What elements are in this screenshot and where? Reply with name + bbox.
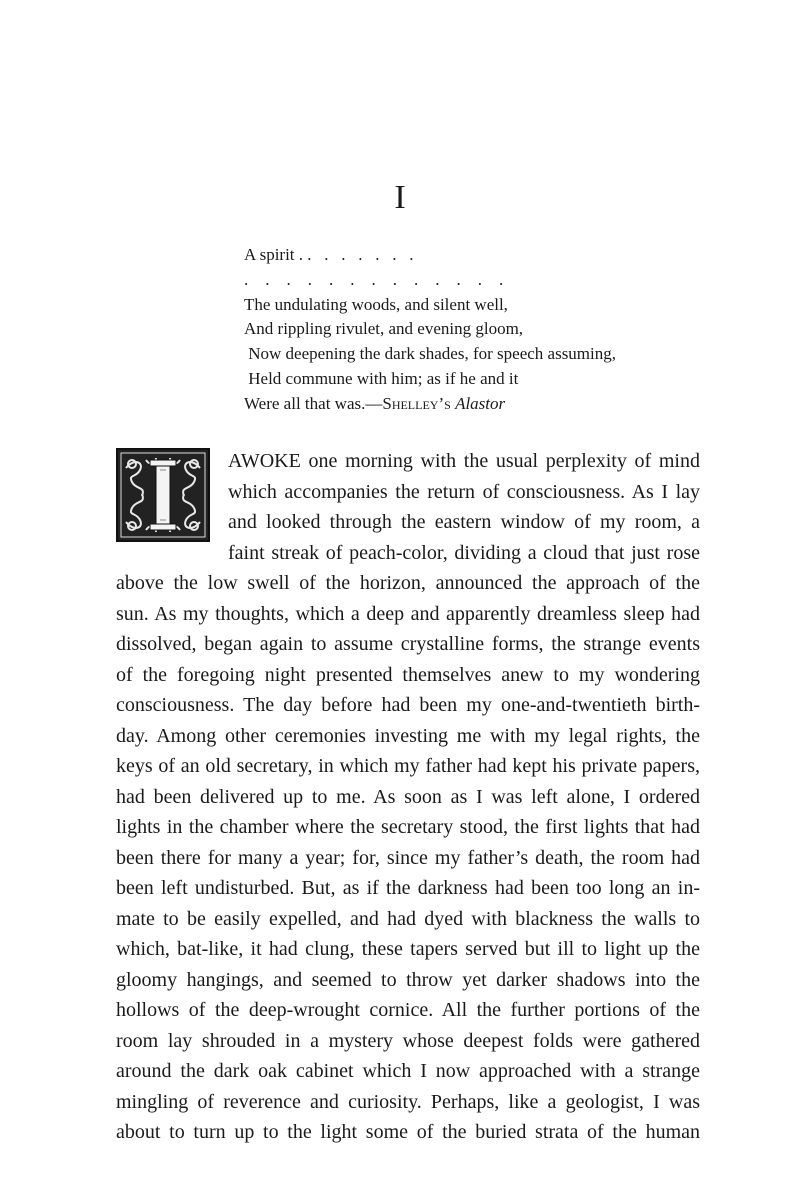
body-paragraph [116, 446, 700, 1148]
epigraph-line: A spirit . . . . . . . . [244, 245, 414, 264]
body-line: and looked through the eastern window of my room, a [228, 511, 700, 533]
epigraph-line: The undulating woods, and silent well, [244, 294, 508, 314]
epigraph [244, 243, 684, 417]
body-line: above the low swell of the horizon, announced the approach of the [116, 572, 700, 594]
body-line: dissolved, began again to assume crystalline forms, the strange events [116, 633, 700, 655]
chapter-numeral: I [394, 179, 406, 216]
body-line: mingling of reverence and curiosity. Perhaps, like a geologist, I was [116, 1090, 700, 1113]
body-line: consciousness. The day before had been my one-and-twentieth birth- [116, 694, 700, 716]
body-line: sun. As my thoughts, which a deep and apparently dreamless sleep had [116, 602, 700, 625]
body-line: which accompanies the return of consciousness. As I lay [228, 480, 700, 503]
body-line: hollows of the deep-wrought cornice. All the further portions of the [116, 999, 700, 1021]
body-line: of the foregoing night presented themselves anew to my wondering [116, 663, 700, 686]
epigraph-line: Held commune with him; as if he and it [244, 368, 519, 388]
epigraph-line: Now deepening the dark shades, for speech assuming, [244, 344, 617, 364]
body-line: AWOKE one morning with the usual perplexity of mind [228, 450, 700, 472]
body-line: which, bat-like, it had clung, these tapers served but ill to light up the [116, 938, 700, 960]
body-line: gloomy hangings, and seemed to throw yet darker shadows into the [116, 968, 700, 991]
body-line: keys of an old secretary, in which my father had kept his private papers, [116, 755, 700, 777]
body-line: been left undisturbed. But, as if the darkness had been too long an in- [116, 877, 700, 899]
body-line: lights in the chamber where the secretary stood, the first lights that had [116, 816, 700, 838]
body-line: been there for many a year; for, since my father’s death, the room had [116, 846, 700, 869]
epigraph-line: . . . . . . . . . . . . . [244, 269, 504, 289]
body-line: mate to be easily expelled, and had dyed with blackness the walls to [116, 907, 700, 930]
epigraph-line-prefix: Were all that was.— [244, 393, 383, 413]
body-line: around the dark oak cabinet which I now approached with a strange [116, 1060, 700, 1082]
body-line: had been delivered up to me. As soon as I was left alone, I ordered [116, 785, 700, 808]
body-line: day. Among other ceremonies investing me with my legal rights, the [116, 724, 700, 747]
epigraph-author: Shelley’s [382, 393, 451, 413]
epigraph-work-title: Alastor [455, 393, 506, 413]
body-line: about to turn up to the light some of the buried strata of the human [116, 1121, 700, 1143]
epigraph-line: And rippling rivulet, and evening gloom, [244, 319, 524, 339]
body-line: room lay shrouded in a mystery whose deepest folds were gathered [116, 1029, 700, 1052]
epigraph-attribution-line [244, 392, 684, 417]
body-line: faint streak of peach-color, dividing a cloud that just rose [228, 541, 700, 564]
